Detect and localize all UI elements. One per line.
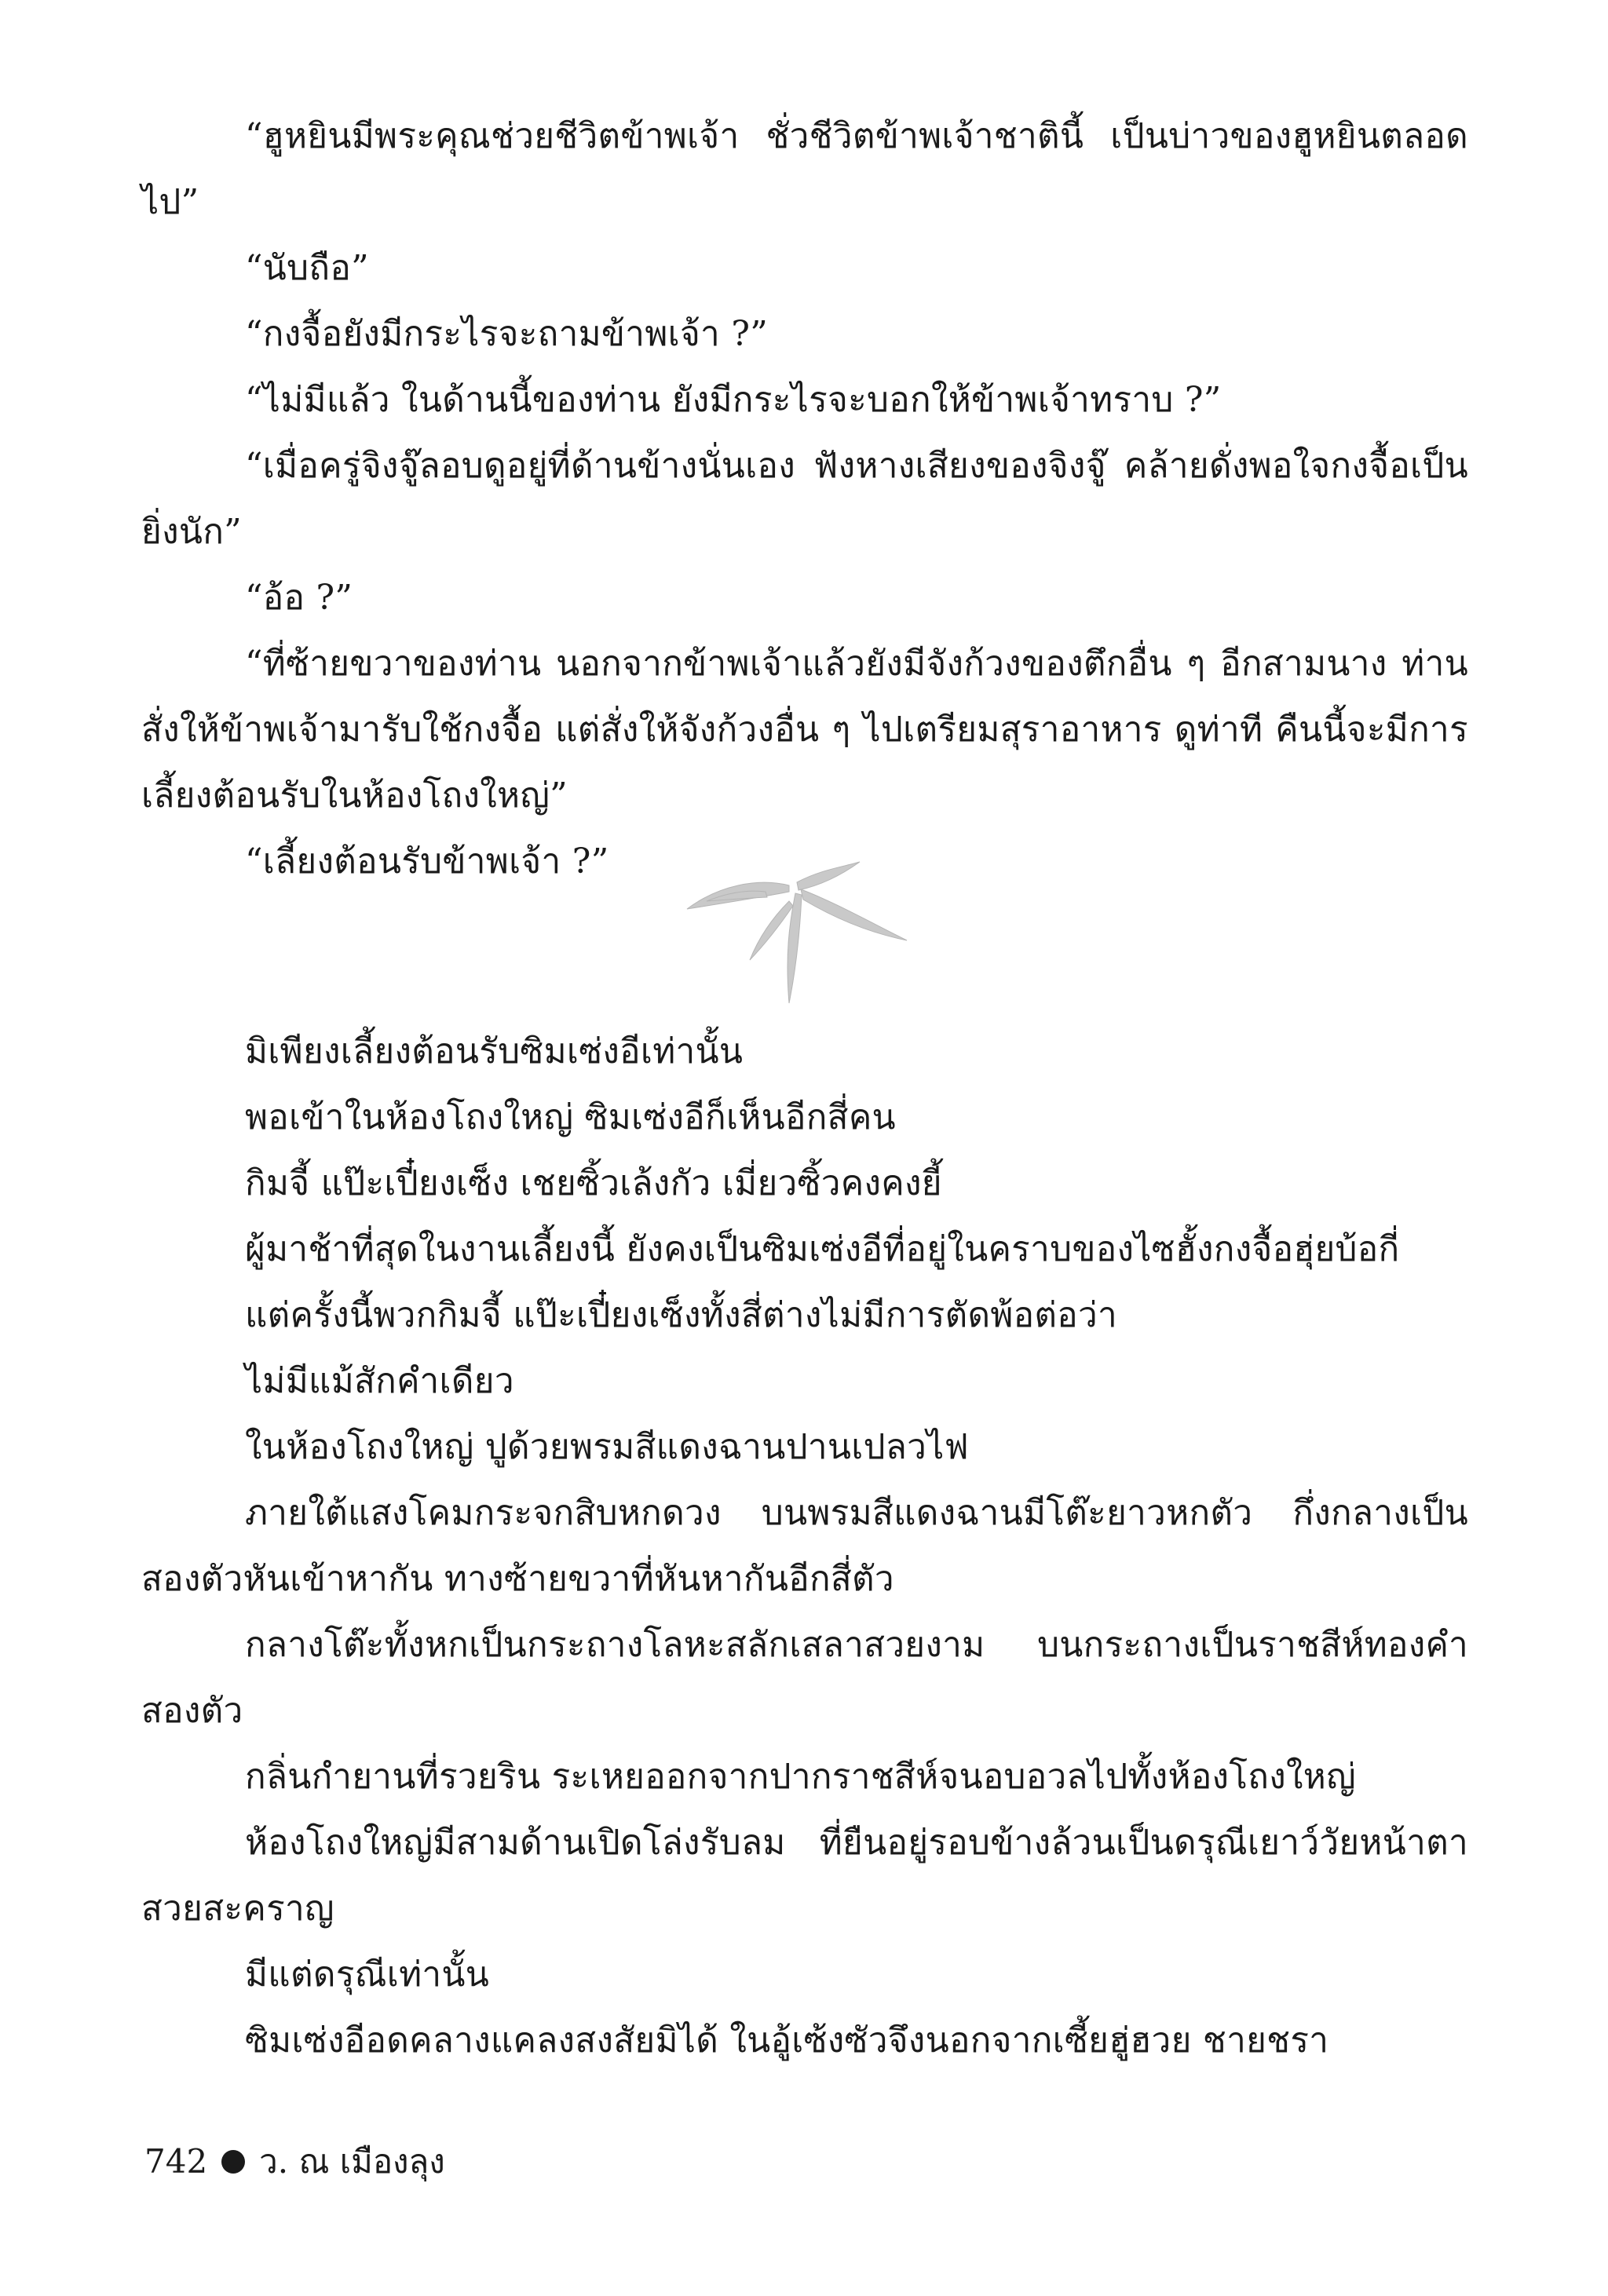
paragraph: ผู้มาช้าที่สุดในงานเลี้ยงนี้ ยังคงเป็นซิมเซ่งอีที่อยู่ในคราบของไซฮั้งกงจื้อฮุ่ยบ้อกี่ xyxy=(245,1229,1400,1269)
paragraph: ภายใต้แสงโคมกระจกสิบหกดวง บนพรมสีแดงฉานมีโต๊ะยาวหกตัว กึ่งกลางเป็นสองตัวหันเข้าหากัน ทางซ้ายขวาที่หันหากันอีกสี่ตัว xyxy=(141,1493,1468,1599)
paragraph: กลางโต๊ะทั้งหกเป็นกระถางโลหะสลักเสลาสวยงาม บนกระถางเป็นราชสีห์ทองคำสองตัว xyxy=(141,1625,1468,1731)
paragraph: ไม่มีแม้สักคำเดียว xyxy=(245,1361,514,1401)
paragraph: “ฮูหยินมีพระคุณช่วยชีวิตข้าพเจ้า ชั่วชีวิตข้าพเจ้าชาตินี้ เป็นบ่าวของฮูหยินตลอดไป” xyxy=(141,116,1468,222)
paragraph: “ที่ซ้ายขวาของท่าน นอกจากข้าพเจ้าแล้วยังมีจังก้วงของตึกอื่น ๆ อีกสามนาง ท่านสั่งให้ข้าพเจ้ามารับใช้กงจื้อ แต่สั่งให้จังก้วงอื่น ๆ ไปเตรียมสุราอาหาร ดูท่าที คืนนี้จะมีการเลี้ยงต้อนรับในห้องโถงใหญ่” xyxy=(141,644,1468,816)
paragraph: “เมื่อครู่จิงจู๊ลอบดูอยู่ที่ด้านข้างนั่นเอง ฟังหางเสียงของจิงจู๊ คล้ายดั่งพอใจกงจื้อเป็นยิ่งนัก” xyxy=(141,446,1468,552)
page-footer xyxy=(144,2138,445,2185)
bamboo-leaves-icon xyxy=(671,854,923,1011)
upper-text-block xyxy=(141,104,1468,895)
paragraph: พอเข้าในห้องโถงใหญ่ ซิมเซ่งอีก็เห็นอีกสี่คน xyxy=(245,1097,896,1137)
paragraph: ห้องโถงใหญ่มีสามด้านเปิดโล่งรับลม ที่ยืนอยู่รอบข้างล้วนเป็นดรุณีเยาว์วัยหน้าตาสวยสะคราญ xyxy=(141,1823,1468,1929)
paragraph: ในห้องโถงใหญ่ ปูด้วยพรมสีแดงฉานปานเปลวไฟ xyxy=(245,1427,969,1467)
paragraph: กิมจี้ แป๊ะเปี๋ยงเซ็ง เชยซิ้วเล้งกัว เมี่ยวซิ้วคงคงยี้ xyxy=(245,1163,942,1203)
paragraph: กลิ่นกำยานที่รวยริน ระเหยออกจากปากราชสีห์จนอบอวลไปทั้งห้องโถงใหญ่ xyxy=(245,1757,1356,1797)
lower-text-block xyxy=(141,1019,1468,2074)
paragraph: “เลี้ยงต้อนรับข้าพเจ้า ?” xyxy=(245,841,609,882)
paragraph: “กงจื้อยังมีกระไรจะถามข้าพเจ้า ?” xyxy=(245,314,769,354)
page-number: 742 xyxy=(144,2142,208,2181)
paragraph: “นับถือ” xyxy=(245,248,369,288)
paragraph: แต่ครั้งนี้พวกกิมจี้ แป๊ะเปี๋ยงเซ็งทั้งสี่ต่างไม่มีการตัดพ้อต่อว่า xyxy=(245,1295,1117,1335)
paragraph: มิเพียงเลี้ยงต้อนรับซิมเซ่งอีเท่านั้น xyxy=(245,1031,744,1071)
paragraph: มีแต่ดรุณีเท่านั้น xyxy=(245,1955,490,1995)
paragraph: “อ้อ ?” xyxy=(245,578,353,618)
paragraph: “ไม่มีแล้ว ในด้านนี้ของท่าน ยังมีกระไรจะบอกให้ข้าพเจ้าทราบ ?” xyxy=(245,380,1222,420)
bullet-dot-icon xyxy=(221,2150,245,2174)
author-name: ว. ณ เมืองลุง xyxy=(259,2142,445,2181)
paragraph: ซิมเซ่งอีอดคลางแคลงสงสัยมิได้ ในอู้เซ้งซัวจึงนอกจากเซี้ยฮู่ฮวย ชายชรา xyxy=(245,2020,1329,2061)
